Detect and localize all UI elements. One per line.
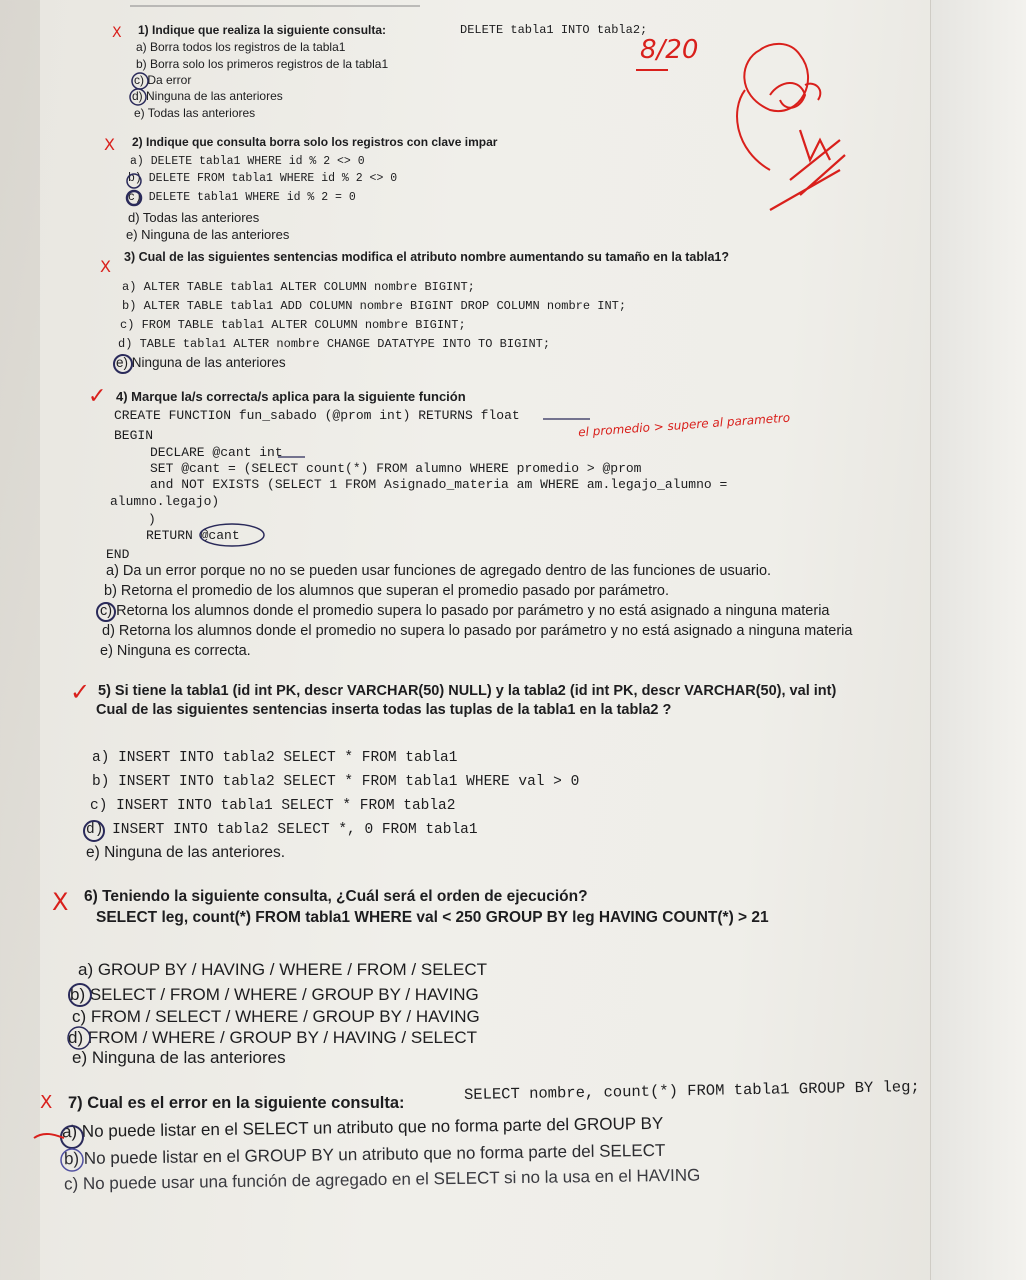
q1-answer-circle [132, 73, 148, 89]
q7-wrong-mark: X [40, 1092, 53, 1113]
q6-answer-circle-b [69, 984, 91, 1006]
q4-code-line-7: ) [148, 512, 156, 527]
q2-option-c: c) DELETE tabla1 WHERE id % 2 = 0 [128, 191, 356, 204]
q4-code-line-9: END [106, 547, 130, 562]
q4-code-line-3: DECLARE @cant int [150, 445, 283, 460]
q6-option-b: b) SELECT / FROM / WHERE / GROUP BY / HAVING [70, 985, 479, 1004]
q1-option-c: c) Da error [134, 73, 192, 87]
q4-code-line-5: and NOT EXISTS (SELECT 1 FROM Asignado_materia am WHERE am.legajo_alumno = [150, 477, 728, 492]
q2-option-b: b) DELETE FROM tabla1 WHERE id % 2 <> 0 [128, 172, 398, 185]
q1-wrong-mark: X [112, 25, 122, 41]
q7-red-arrow [34, 1134, 64, 1138]
q3-option-d: d) TABLE tabla1 ALTER nombre CHANGE DATATYPE INTO TO BIGINT; [118, 337, 551, 351]
q3-option-e: e) Ninguna de las anteriores [116, 355, 286, 370]
q5-option-c: c) INSERT INTO tabla1 SELECT * FROM tabla2 [90, 798, 456, 814]
q1-query: DELETE tabla1 INTO tabla2; [460, 23, 648, 37]
q6-title: 6) Teniendo la siguiente consulta, ¿Cuál será el orden de ejecución? [84, 888, 588, 905]
q7-option-c: c) No puede usar una función de agregado en el SELECT si no la usa en el HAVING [63, 1165, 701, 1194]
bracket-scribble [737, 90, 770, 170]
q6-option-e: e) Ninguna de las anteriores [72, 1048, 286, 1067]
q7-answer-circle-a [61, 1126, 83, 1148]
q4-title: 4) Marque la/s correcta/s aplica para la siguiente función [116, 389, 466, 404]
q5-option-a: a) INSERT INTO tabla2 SELECT * FROM tabla1 [92, 750, 458, 766]
q3-title: 3) Cual de las siguientes sentencias modifica el atributo nombre aumentando su tamaño en la tabla1? [124, 250, 730, 264]
q5-title-line-2: Cual de las siguientes sentencias inserta todas las tuplas de la tabla1 en la tabla2 ? [96, 702, 672, 718]
q4-code-line-2: BEGIN [114, 428, 154, 443]
q6-answer-circle-d [68, 1027, 90, 1049]
q4-option-c: c) Retorna los alumnos donde el promedio supera lo pasado por parámetro y no está asignado a ninguna materia [100, 603, 830, 619]
q1-option-e: e) Todas las anteriores [134, 106, 256, 120]
q4-code-line-4: SET @cant = (SELECT count(*) FROM alumno WHERE promedio > @prom [150, 461, 642, 476]
q4-option-d: d) Retorna los alumnos donde el promedio no supera lo pasado por parámetro y no está asignado a ninguna materia [102, 623, 853, 639]
q7-title: 7) Cual es el error en la siguiente consulta: [68, 1094, 405, 1112]
q7-option-b: b) No puede listar en el GROUP BY un atributo que no forma parte del SELECT [63, 1140, 666, 1169]
q1-option-b: b) Borra solo los primeros registros de la tabla1 [136, 57, 389, 71]
q2-option-a: a) DELETE tabla1 WHERE id % 2 <> 0 [130, 155, 365, 168]
q4-option-a: a) Da un error porque no no se pueden usar funciones de agregado dentro de las funciones de usuario. [106, 563, 772, 579]
q7-query: SELECT nombre, count(*) FROM tabla1 GROUP BY leg; [463, 1078, 920, 1104]
q2-option-d: d) Todas las anteriores [128, 210, 260, 225]
q6-option-c: c) FROM / SELECT / WHERE / GROUP BY / HAVING [72, 1007, 480, 1026]
q7-option-a: a) No puede listar en el SELECT un atributo que no forma parte del GROUP BY [61, 1113, 664, 1142]
q2-option-e: e) Ninguna de las anteriores [126, 227, 290, 242]
q1-option-d: d) Ninguna de las anteriores [132, 89, 283, 103]
score-mark: 8/20 [640, 35, 699, 65]
q3-option-c: c) FROM TABLE tabla1 ALTER COLUMN nombre BIGINT; [120, 318, 466, 332]
q5-option-b: b) INSERT INTO tabla2 SELECT * FROM tabla1 WHERE val > 0 [92, 774, 580, 790]
q4-return-circle [200, 524, 264, 546]
q6-option-d: d) FROM / WHERE / GROUP BY / HAVING / SELECT [68, 1028, 478, 1047]
q5-option-d: d) INSERT INTO tabla2 SELECT *, 0 FROM tabla1 [86, 822, 478, 838]
q1-option-a: a) Borra todos los registros de la tabla1 [136, 40, 346, 54]
q1-answer-circle-d [130, 89, 146, 105]
q5-option-e: e) Ninguna de las anteriores. [86, 844, 286, 861]
q4-option-b: b) Retorna el promedio de los alumnos que superan el promedio pasado por parámetro. [104, 583, 670, 599]
q6-query: SELECT leg, count(*) FROM tabla1 WHERE val < 250 GROUP BY leg HAVING COUNT(*) > 21 [96, 909, 769, 926]
q4-correct-mark: ✓ [88, 384, 107, 409]
q3-option-a: a) ALTER TABLE tabla1 ALTER COLUMN nombre BIGINT; [122, 280, 475, 294]
q7-answer-circle-b [61, 1149, 83, 1171]
q4-option-e: e) Ninguna es correcta. [100, 643, 251, 659]
q6-option-a: a) GROUP BY / HAVING / WHERE / FROM / SELECT [78, 960, 488, 979]
q6-wrong-mark: X [52, 888, 69, 916]
q5-correct-mark: ✓ [70, 678, 91, 706]
q5-answer-circle-d [84, 821, 104, 841]
cross-out-scribble [770, 130, 845, 210]
q2-answer-circle-b [127, 174, 141, 188]
q4-code-line-8: RETURN @cant [146, 528, 240, 543]
q4-code-line-1: CREATE FUNCTION fun_sabado (@prom int) RETURNS float [114, 408, 520, 423]
q5-title-line-1: 5) Si tiene la tabla1 (id int PK, descr VARCHAR(50) NULL) y la tabla2 (id int PK, descr VARCHAR(50), val int) [98, 683, 837, 699]
q4-code-line-6: alumno.legajo) [110, 494, 220, 509]
q2-title: 2) Indique que consulta borra solo los registros con clave impar [132, 135, 498, 149]
q2-wrong-mark: X [104, 135, 115, 154]
q3-option-b: b) ALTER TABLE tabla1 ADD COLUMN nombre BIGINT DROP COLUMN nombre INT; [122, 299, 627, 313]
grade-circle-scribble [744, 44, 808, 111]
q4-answer-circle-c [97, 603, 115, 621]
q3-answer-circle-e [114, 355, 132, 373]
q2-answer-circle-c [127, 191, 141, 205]
q4-margin-note: el promedio > supere al parametro [577, 410, 791, 440]
q3-wrong-mark: X [100, 257, 111, 276]
q1-title: 1) Indique que realiza la siguiente consulta: [138, 23, 387, 37]
